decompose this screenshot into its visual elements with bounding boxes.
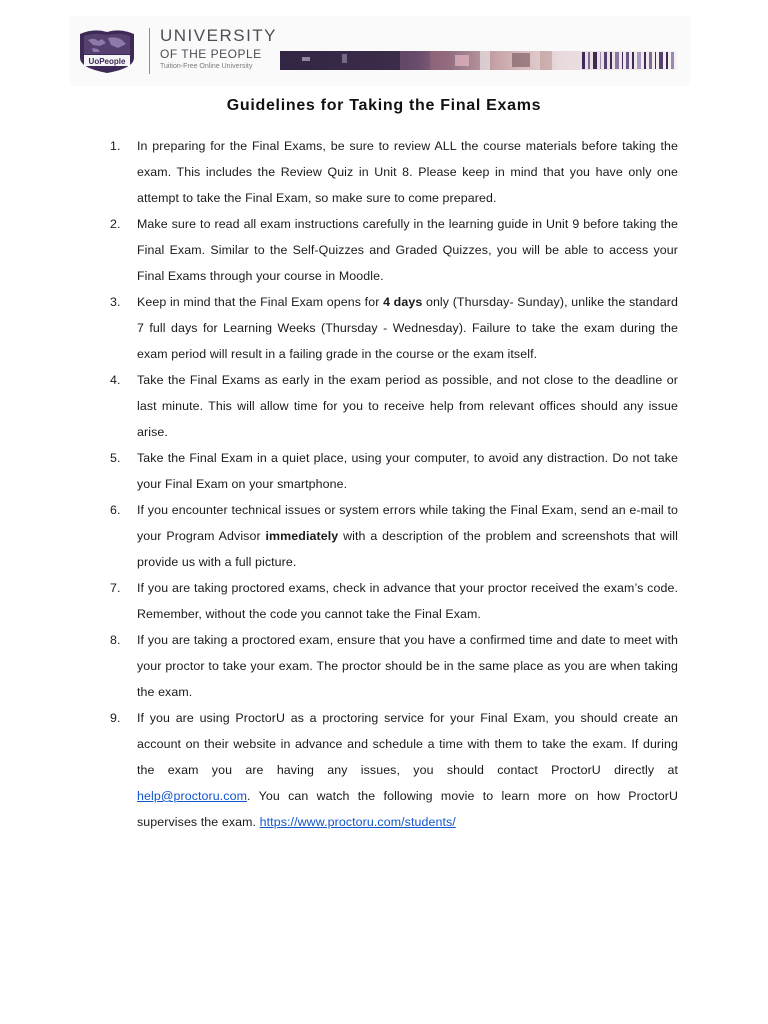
item-number: 3.	[110, 295, 121, 309]
item-text: If you are taking proctored exams, check in advance that your proctor received the exam’s code. Remember, without the code you cannot take the Final Exam.	[137, 581, 678, 621]
item-text-after: only (Thursday- Sunday), unlike the standard 7 full days for Learning Weeks (Thursday - Wednesday). Failure to take the exam during the exam period will result in a failing grade in the course or the exam itself.	[137, 295, 678, 361]
university-seal-logo	[78, 24, 136, 74]
item-text-middle: . You can watch the following movie to learn more on how ProctorU supervises the exam.	[137, 789, 678, 829]
proctoru-students-link[interactable]: https://www.proctoru.com/students/	[259, 815, 456, 829]
item-number: 1.	[110, 139, 121, 153]
item-number: 6.	[110, 503, 121, 517]
item-text-bold: immediately	[265, 529, 339, 543]
guideline-item-8	[110, 627, 678, 705]
guideline-item-5	[110, 445, 678, 497]
item-text-before: If you are using ProctorU as a proctoring service for your Final Exam, you should create an account on their website in advance and schedule a time with them to take the exam. If during the exam you are having any issues, you should contact ProctorU directly at	[137, 711, 678, 777]
item-text-before: If you encounter technical issues or system errors while taking the Final Exam, send an e-mail to your Program Advisor	[137, 503, 678, 543]
item-number: 7.	[110, 581, 121, 595]
item-text: Make sure to read all exam instructions carefully in the learning guide in Unit 9 before taking the Final Exam. Similar to the Self-Quizzes and Graded Quizzes, you will be able to access your Final Exams through your course in Moodle.	[137, 217, 678, 283]
item-number: 2.	[110, 217, 121, 231]
guideline-item-2	[110, 211, 678, 289]
item-text: If you are taking a proctored exam, ensure that you have a confirmed time and date to meet with your proctor to take your exam. The proctor should be in the same place as you are when taking the exam.	[137, 633, 678, 699]
guideline-item-1	[110, 133, 678, 211]
guideline-item-7	[110, 575, 678, 627]
header-photo-banner	[280, 51, 677, 70]
university-tagline: Tuition-Free Online University	[160, 63, 253, 70]
guideline-item-3	[110, 289, 678, 367]
item-number: 5.	[110, 451, 121, 465]
item-number: 8.	[110, 633, 121, 647]
item-text-before: Keep in mind that the Final Exam opens for	[137, 295, 384, 309]
university-name-line1: UNIVERSITY	[160, 26, 278, 45]
item-number: 9.	[110, 711, 121, 725]
guidelines-list	[110, 133, 678, 835]
document-header	[0, 0, 768, 96]
university-name-line2: OF THE PEOPLE	[160, 47, 262, 61]
item-text-bold: 4 days	[383, 295, 423, 309]
item-text-after: with a description of the problem and screenshots that will provide us with a full picture.	[137, 529, 678, 569]
logo-divider	[149, 28, 150, 74]
guideline-item-6	[110, 497, 678, 575]
item-text: Take the Final Exam in a quiet place, using your computer, to avoid any distraction. Do not take your Final Exam on your smartphone.	[137, 451, 678, 491]
item-text: In preparing for the Final Exams, be sure to review ALL the course materials before taking the exam. This includes the Review Quiz in Unit 8. Please keep in mind that you have only one attempt to take the Final Exam, so make sure to come prepared.	[137, 139, 678, 205]
item-text: Take the Final Exams as early in the exam period as possible, and not close to the deadline or last minute. This will allow time for you to receive help from relevant offices should any issue arise.	[137, 373, 678, 439]
guideline-item-9	[110, 705, 678, 835]
item-number: 4.	[110, 373, 121, 387]
proctoru-email-link[interactable]: help@proctoru.com	[137, 789, 248, 803]
page-title: Guidelines for Taking the Final Exams	[226, 97, 542, 114]
seal-text: UoPeople	[88, 57, 126, 66]
guideline-item-4	[110, 367, 678, 445]
